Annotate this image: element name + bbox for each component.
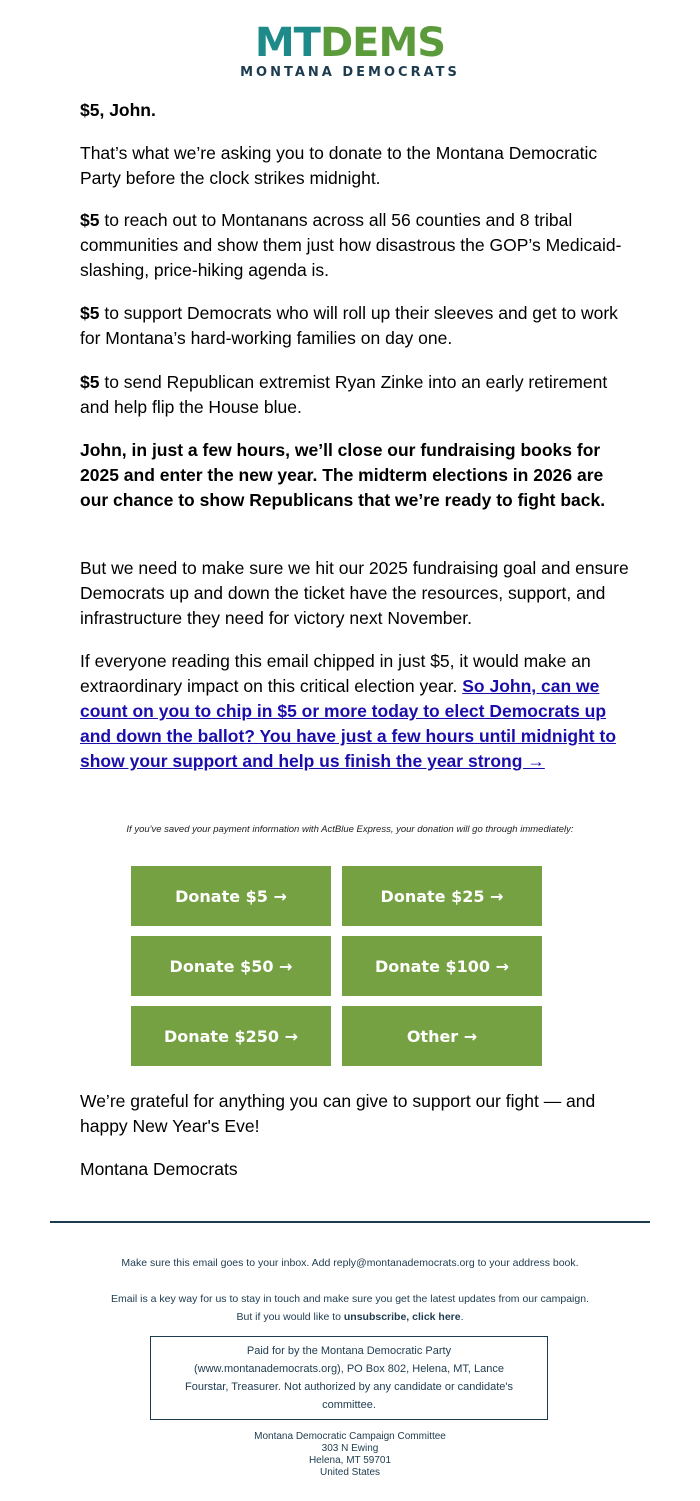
donate-5-button[interactable]: Donate $5 → bbox=[131, 866, 331, 926]
unsubscribe-line bbox=[0, 1309, 700, 1326]
logo-wordmark bbox=[240, 22, 460, 64]
donate-250-button[interactable]: Donate $250 → bbox=[131, 1006, 331, 1066]
logo-dems: DEMS bbox=[319, 20, 446, 66]
logo-mt: MT bbox=[254, 20, 320, 66]
paragraph-4 bbox=[80, 370, 630, 420]
address-line: Montana Democratic Campaign Committee bbox=[254, 1431, 446, 1442]
paragraph-text: to support Democrats who will roll up their sleeves and get to work for Montana’s hard-working families on day one. bbox=[80, 303, 618, 348]
paragraph-text: to send Republican extremist Ryan Zinke into an early retirement and help flip the House blue. bbox=[80, 372, 608, 417]
donate-100-button[interactable]: Donate $100 → bbox=[342, 936, 542, 996]
unsubscribe-prefix: But if you would like to bbox=[236, 1311, 344, 1323]
keep-in-touch-note: Email is a key way for us to stay in touch and make sure you get the latest updates from our campaign. bbox=[111, 1293, 589, 1305]
paid-for-box: Paid for by the Montana Democratic Party (www.montanademocrats.org), PO Box 802, Helena, MT, Lance Fourstar, Treasurer. Not authorized by any candidate or candidate's committee. bbox=[150, 1336, 548, 1420]
address-line: 303 N Ewing bbox=[321, 1443, 379, 1454]
paragraph-7 bbox=[80, 649, 630, 774]
signature: Montana Democrats bbox=[80, 1159, 238, 1179]
greeting: $5, John. bbox=[80, 100, 156, 120]
footer-divider bbox=[50, 1221, 650, 1223]
logo bbox=[0, 22, 700, 81]
unsubscribe-suffix: . bbox=[460, 1311, 464, 1323]
address-line: Helena, MT 59701 bbox=[308, 1455, 392, 1466]
amount-bold: $5 bbox=[80, 210, 100, 230]
donate-other-button[interactable]: Other → bbox=[342, 1006, 542, 1066]
donate-25-button[interactable]: Donate $25 → bbox=[342, 866, 542, 926]
donate-50-button[interactable]: Donate $50 → bbox=[131, 936, 331, 996]
address-line: United States bbox=[319, 1467, 381, 1478]
unsubscribe-link[interactable]: unsubscribe, click here bbox=[343, 1311, 461, 1323]
paragraph-text: to reach out to Montanans across all 56 counties and 8 tribal communities and show them just how disastrous the GOP’s Medicaid-slashing, price-hiking agenda is. bbox=[80, 210, 622, 280]
paragraph-3 bbox=[80, 301, 630, 351]
donate-cta-link[interactable]: So John, can we count on you to chip in $5 or more today to elect Democrats up and down the ballot? You have just a few hours until midnight to show your support and help us finish the year strong → bbox=[80, 676, 617, 771]
inbox-note: Make sure this email goes to your inbox. Add reply@montanademocrats.org to your address book. bbox=[121, 1257, 579, 1269]
paragraph-5-bold: John, in just a few hours, we’ll close our fundraising books for 2025 and enter the new year. The midterm elections in 2026 are our chance to show Republicans that we’re ready to fight back. bbox=[80, 440, 606, 510]
paragraph-2 bbox=[80, 208, 630, 283]
paragraph-6: But we need to make sure we hit our 2025 fundraising goal and ensure Democrats up and down the ticket have the resources, support, and infrastructure they need for victory next November. bbox=[80, 558, 629, 628]
mtdems-logo bbox=[240, 22, 460, 80]
amount-bold: $5 bbox=[80, 303, 100, 323]
paragraph-1: That’s what we’re asking you to donate to the Montana Democratic Party before the clock strikes midnight. bbox=[80, 143, 598, 188]
logo-subtitle: MONTANA DEMOCRATS bbox=[240, 65, 460, 80]
closing-paragraph: We’re grateful for anything you can give to support our fight — and happy New Year's Eve! bbox=[80, 1091, 596, 1136]
actblue-express-note: If you've saved your payment information with ActBlue Express, your donation will go through immediately: bbox=[126, 824, 574, 835]
paragraph-text: If everyone reading this email chipped in just $5, it would make an extraordinary impact on this critical election year. bbox=[80, 651, 591, 696]
mailing-address bbox=[0, 1431, 700, 1479]
amount-bold: $5 bbox=[80, 372, 100, 392]
